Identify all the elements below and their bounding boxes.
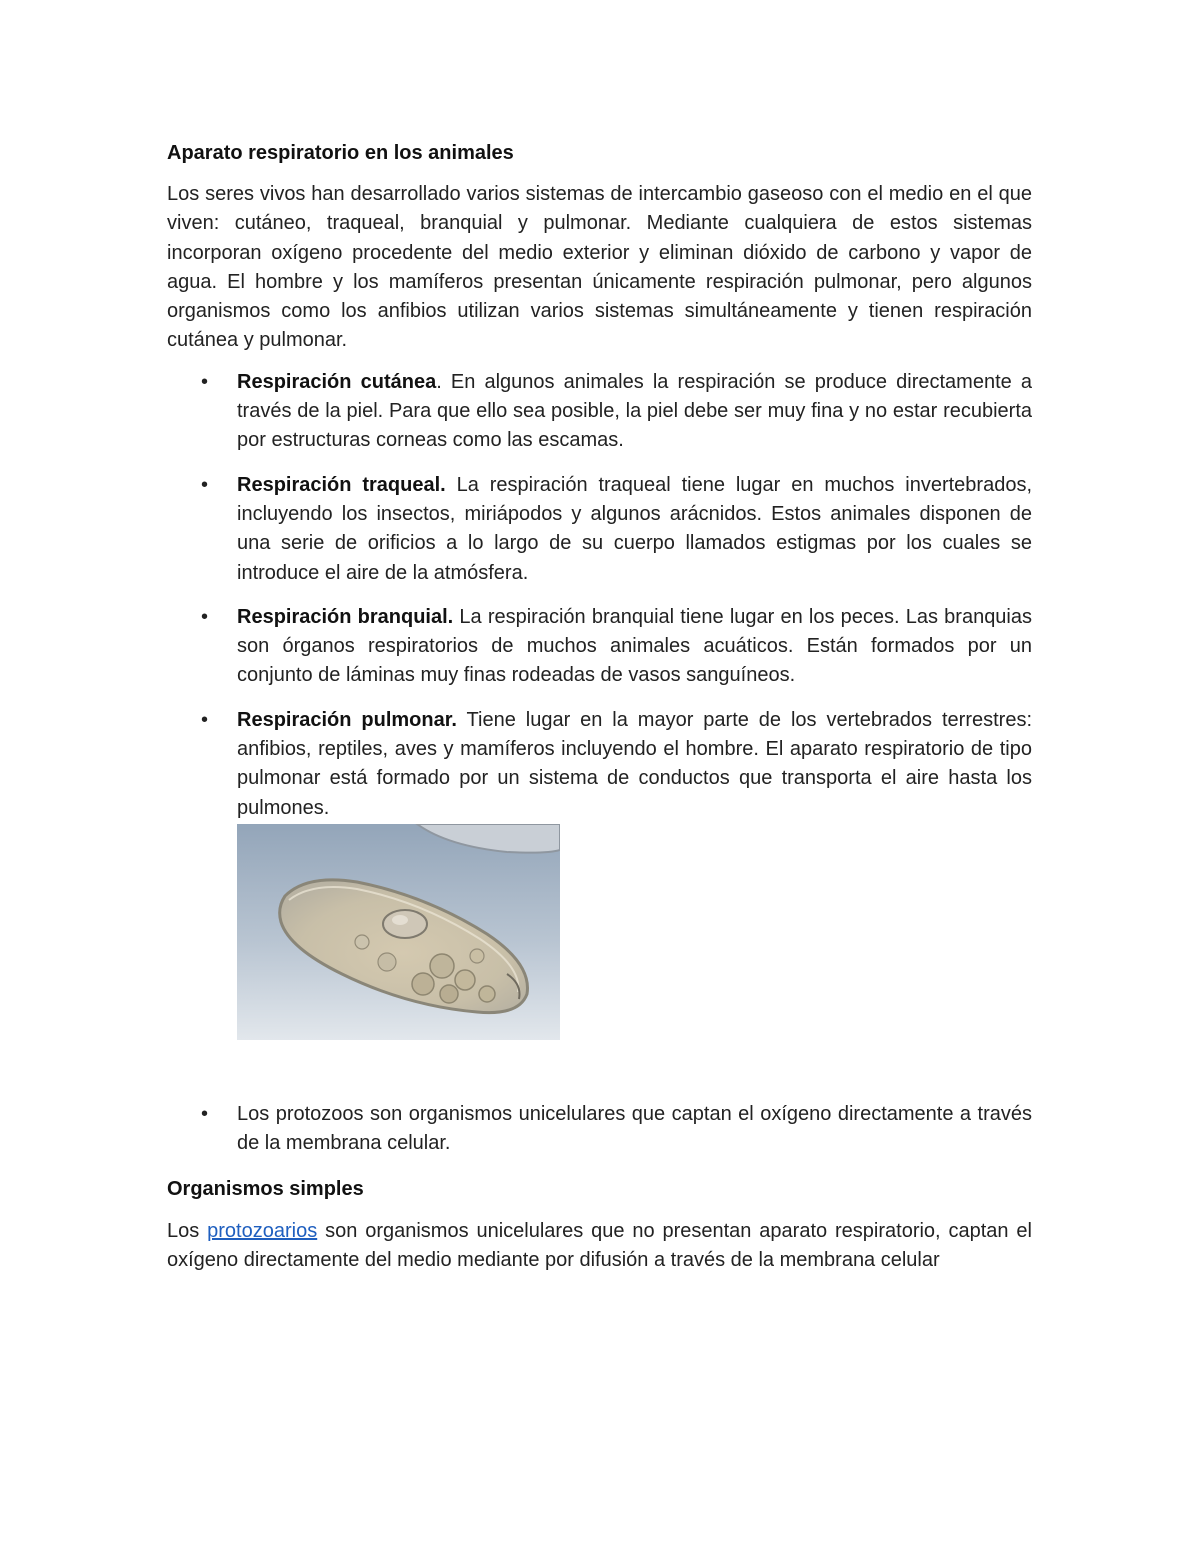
section-heading: Organismos simples [167,1177,364,1200]
bullet-term: Respiración traqueal. [237,473,446,496]
bullet-text: Los protozoos son organismos unicelulares que captan el oxígeno directamente a través de la membrana celular. [237,1102,1032,1155]
list-item [167,368,1032,456]
bullet-icon: • [201,605,209,628]
bullet-icon: • [201,1102,209,1125]
document-page [167,138,1032,1287]
list-item [167,603,1032,691]
protozoarios-link[interactable]: protozoarios [207,1219,318,1242]
page-title: Aparato respiratorio en los animales [167,142,514,164]
bullet-text: La respiración traqueal tiene lugar en muchos invertebrados, incluyendo los insectos, miriápodos y algunos arácnidos. Estos animales disponen de una serie de orificios a lo largo de su cuerpo llamados estigmas por los cuales se introduce el aire de la atmósfera. [237,473,1032,584]
bullet-text: . En algunos animales la respiración se produce directamente a través de la piel. Para que ello sea posible, la piel debe ser muy fina y no estar recubierta por estructuras corneas como las escamas. [237,370,1033,452]
paragraph-text: son organismos unicelulares que no presentan aparato respiratorio, captan el oxígeno directamente del medio mediante por difusión a través de la membrana celular [167,1219,1032,1271]
respiration-types-list [167,368,1032,1159]
bullet-icon: • [201,473,209,496]
bullet-icon: • [201,370,209,393]
bullet-text: Tiene lugar en la mayor parte de los vertebrados terrestres: anfibios, reptiles, aves y mamíferos incluyendo el hombre. El aparato respiratorio de tipo pulmonar está formado por un sistema de conductos que transporta el aire hasta los pulmones. [237,708,1032,819]
protozoan-microscope-image [237,824,560,1040]
list-item [167,706,1032,1040]
paragraph-text: Los [167,1219,208,1242]
bullet-text: La respiración branquial tiene lugar en los peces. Las branquias son órganos respiratorios de muchos animales acuáticos. Están formados por un conjunto de láminas muy finas rodeadas de vasos sanguíneos. [237,605,1033,687]
list-item [167,471,1032,588]
bullet-icon: • [201,708,209,731]
bullet-term: Respiración branquial. [237,605,454,628]
list-item [167,1100,1032,1159]
section-paragraph [167,1217,1032,1276]
bullet-term: Respiración pulmonar. [237,708,457,731]
intro-paragraph: Los seres vivos han desarrollado varios sistemas de intercambio gaseoso con el medio en el que viven: cutáneo, traqueal, branquial y pulmonar. Mediante cualquiera de estos sistemas incorporan oxígeno procedente del medio exterior y eliminan dióxido de carbono y vapor de agua. El hombre y los mamíferos presentan únicamente respiración pulmonar, pero algunos organismos como los anfibios utilizan varios sistemas simultáneamente y tienen respiración cutánea y pulmonar. [167,183,1032,352]
bullet-term: Respiración cutánea [237,370,437,393]
